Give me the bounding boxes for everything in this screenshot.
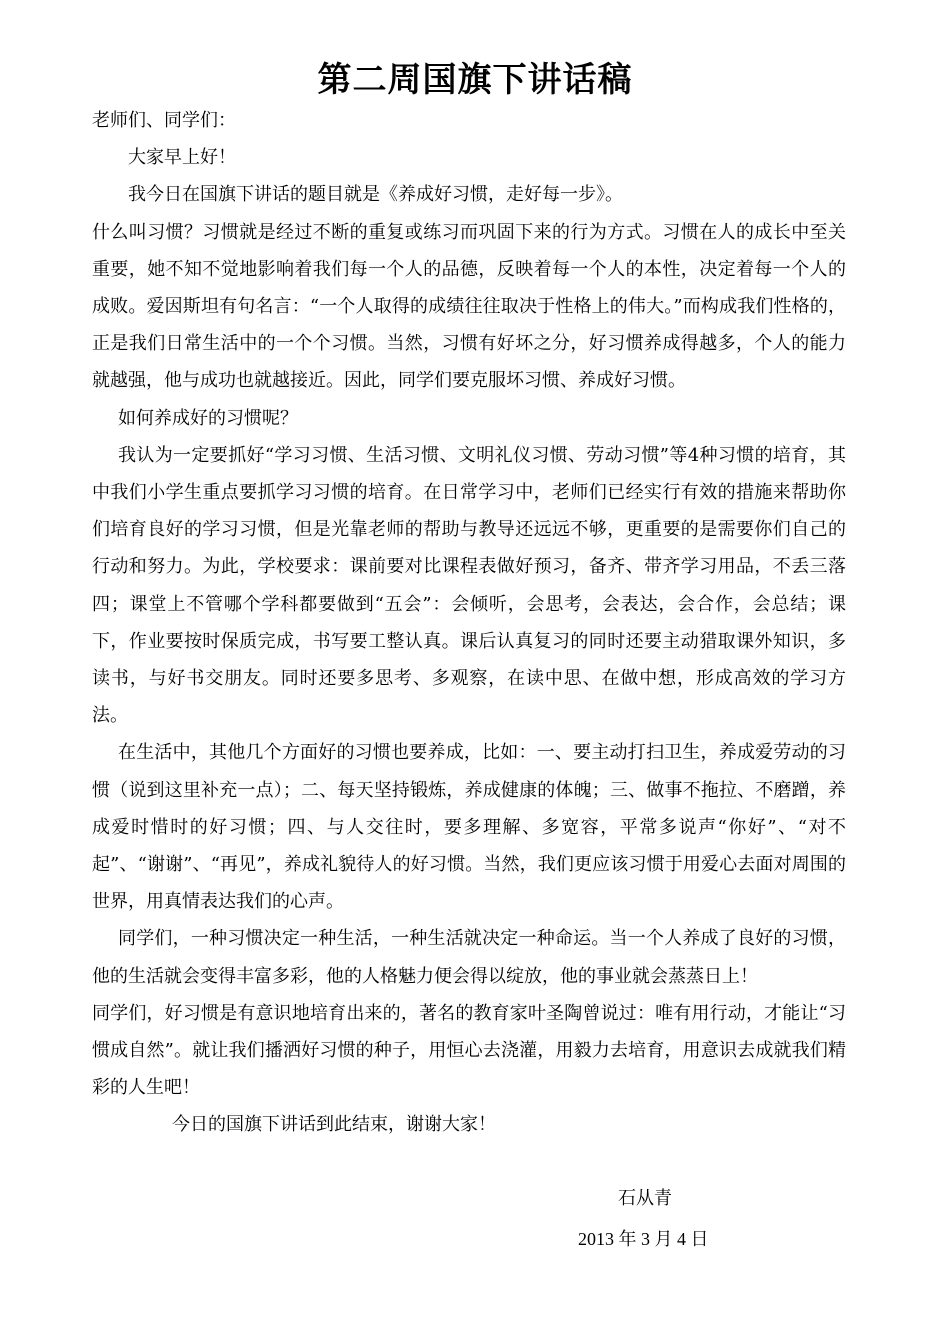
paragraph-habit-destiny: 同学们，一种习惯决定一种生活，一种生活就决定一种命运。当一个人养成了良好的习惯，他的生活就会变得丰富多彩，他的人格魅力便会得以绽放，他的事业就会蒸蒸日上！	[92, 928, 846, 987]
paragraph-study-habits: 我认为一定要抓好“学习习惯、生活习惯、文明礼仪习惯、劳动习惯”等4种习惯的培育，其中我们小学生重点要抓学习习惯的培育。在日常学习中，老师们已经实行有效的措施来帮助你们培育良好的学习习惯，但是光靠老师的帮助与教导还远远不够，更重要的是需要你们自己的行动和努力。为此，学校要求：课前要对比课程表做好预习，备齐、带齐学习用品，不丢三落四；课堂上不管哪个学科都要做到“五会”：会倾听，会思考，会表达，会合作，会总结；课下，作业要按时保质完成，书写要工整认真。课后认真复习的同时还要主动猎取课外知识，多读书，与好书交朋友。同时还要多思考、多观察，在读中思、在做中想，形成高效的学习方法。	[92, 444, 846, 727]
closing-line: 今日的国旗下讲话到此结束，谢谢大家！	[172, 1114, 496, 1136]
paragraph-life-habits: 在生活中，其他几个方面好的习惯也要养成，比如：一、要主动打扫卫生，养成爱劳动的习惯（说到这里补充一点）；二、每天坚持锻炼，养成健康的体魄；三、做事不拖拉、不磨蹭，养成爱时惜时的好习惯；四、与人交往时，要多理解、多宽容，平常多说声“你好”、“对不起”、“谢谢”、“再见”，养成礼貌待人的好习惯。当然，我们更应该习惯于用爱心去面对周围的世界，用真情表达我们的心声。	[92, 742, 846, 913]
document-title: 第二周国旗下讲话稿	[317, 60, 633, 100]
question-paragraph: 如何养成好的习惯呢？	[118, 407, 298, 429]
intro-paragraph: 我今日在国旗下讲话的题目就是《养成好习惯，走好每一步》。	[128, 184, 623, 206]
paragraph-habit-definition: 什么叫习惯？习惯就是经过不断的重复或练习而巩固下来的行为方式。习惯在人的成长中至关重要，她不知不觉地影响着我们每一个人的品德，反映着每一个人的本性，决定着每一个人的成败。爱因斯坦有句名言：“一个人取得的成绩往往取决于性格上的伟大。”而构成我们性格的，正是我们日常生活中的一个个习惯。当然，习惯有好坏之分，好习惯养成得越多，个人的能力就越强，他与成功也就越接近。因此，同学们要克服坏习惯、养成好习惯。	[92, 221, 846, 392]
speech-body	[92, 102, 846, 1144]
greeting: 大家早上好！	[128, 147, 236, 169]
signature-date: 2013 年 3 月 4 日	[578, 1229, 709, 1249]
paragraph-cultivate: 同学们，好习惯是有意识地培育出来的，著名的教育家叶圣陶曾说过：唯有用行动，才能让“习惯成自然”。就让我们播洒好习惯的种子，用恒心去浇灌，用毅力去培育，用意识去成就我们精彩的人生吧！	[92, 1002, 846, 1099]
signer-name: 石从青	[618, 1188, 672, 1209]
salutation: 老师们、同学们：	[92, 110, 236, 131]
